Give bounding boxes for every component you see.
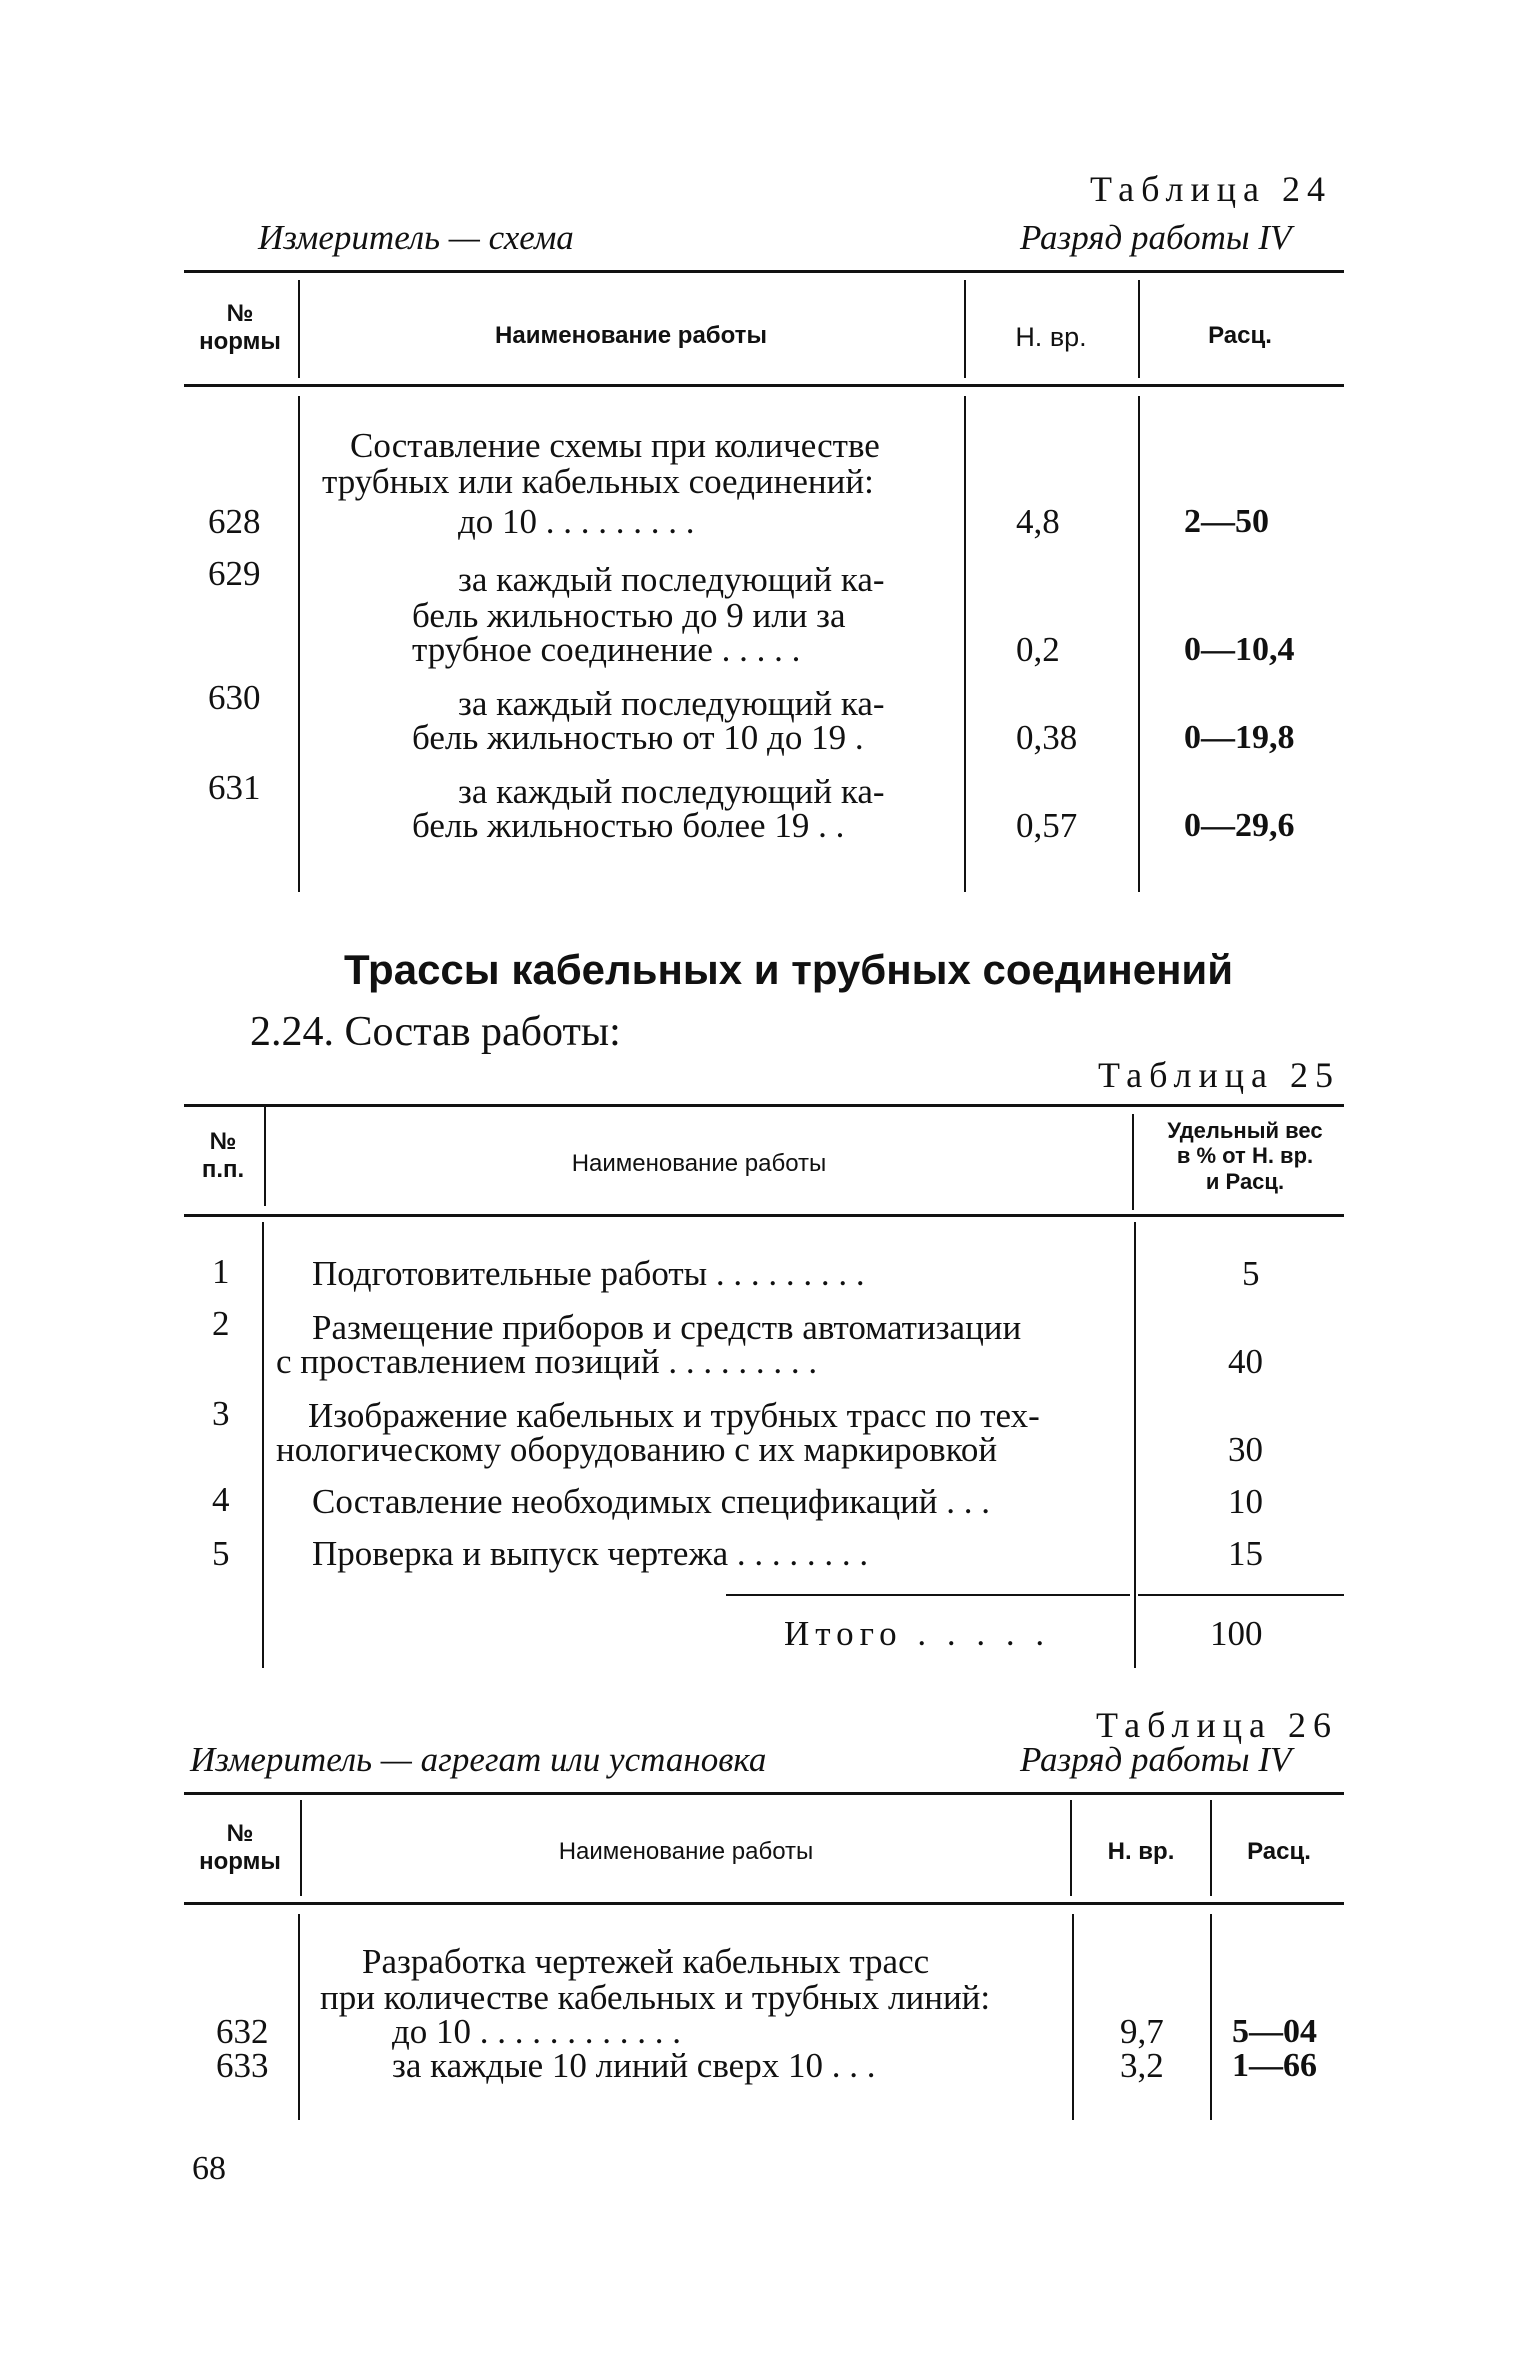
table-25-row-1-share: 5 — [1242, 1254, 1260, 1293]
t25-hdr-sep-1 — [264, 1106, 266, 1206]
table-24-row-629-time: 0,2 — [1016, 630, 1060, 669]
table-25-total-label: Итого . . . . . — [784, 1614, 1051, 1653]
t25-body-sep-2 — [1134, 1222, 1136, 1668]
table-26-caption: Таблица 26 — [1096, 1705, 1338, 1745]
section-heading: Трассы кабельных и трубных соединений — [344, 946, 1234, 993]
t26-hdr-sep-2 — [1070, 1800, 1072, 1896]
table-26-row-632-time: 9,7 — [1120, 2012, 1164, 2051]
table-26-header-name: Наименование работы — [558, 1838, 814, 1865]
table-24-row-630-time: 0,38 — [1016, 718, 1078, 757]
table-24-header-name: Наименование работы — [495, 322, 767, 349]
table-24-measure: Измеритель — схема — [258, 218, 574, 257]
table-26-header-num: № нормы — [199, 1820, 281, 1875]
table-26-row-632-text: до 10 . . . . . . . . . . . . — [392, 2012, 682, 2051]
table-24-row-631-text-1: за каждый последующий ка- — [458, 772, 885, 811]
table-26-grade: Разряд работы IV — [1020, 1740, 1292, 1779]
table-25-row-3-num: 3 — [212, 1394, 230, 1433]
table-24-row-631-num: 631 — [208, 768, 261, 807]
t26-body-sep-1 — [298, 1914, 300, 2120]
table-24-row-628-num: 628 — [208, 502, 261, 541]
table-26-top-rule — [184, 1792, 1344, 1795]
table-24-row-629-text-2: бель жильностью до 9 или за — [412, 596, 846, 635]
table-25-row-3-text-2: нологическому оборудованию с их маркировкой — [276, 1430, 998, 1469]
table-24-row-628-text: до 10 . . . . . . . . . — [458, 502, 695, 541]
table-25-row-4-text: Составление необходимых спецификаций . . . — [312, 1482, 991, 1521]
table-24-row-630-num: 630 — [208, 678, 261, 717]
table-24-row-629-rate: 0—10,4 — [1184, 631, 1295, 668]
table-24-row-630-text-1: за каждый последующий ка- — [458, 684, 885, 723]
table-25-row-3-share: 30 — [1228, 1430, 1263, 1469]
table-25-row-3-text-1: Изображение кабельных и трубных трасс по тех- — [308, 1396, 1040, 1435]
table-25-row-2-share: 40 — [1228, 1342, 1263, 1381]
table-26-row-633-num: 633 — [216, 2046, 269, 2085]
table-24-row-631-time: 0,57 — [1016, 806, 1078, 845]
table-24-intro-2: трубных или кабельных соединений: — [322, 462, 874, 501]
table-26-row-633-text: за каждые 10 линий сверх 10 . . . — [392, 2046, 876, 2085]
table-25-header-num: № п.п. — [201, 1128, 245, 1183]
table-24-row-629-num: 629 — [208, 554, 261, 593]
table-26-header-time: Н. вр. — [1107, 1838, 1175, 1865]
table-26-header-rate: Расц. — [1247, 1838, 1311, 1865]
table-25-caption: Таблица 25 — [1098, 1055, 1340, 1095]
table-24-row-629-text-3: трубное соединение . . . . . — [412, 630, 801, 669]
table-26-row-632-num: 632 — [216, 2012, 269, 2051]
table-24-row-631-text-2: бель жильностью более 19 . . — [412, 806, 845, 845]
table-26-row-632-rate: 5—04 — [1232, 2013, 1317, 2050]
table-25-header-name: Наименование работы — [571, 1150, 827, 1177]
table-24-intro-1: Составление схемы при количестве — [350, 426, 880, 465]
t24-body-sep-1 — [298, 396, 300, 892]
table-24-caption: Таблица 24 — [1090, 169, 1332, 209]
table-26-row-633-time: 3,2 — [1120, 2046, 1164, 2085]
table-25-total-rule-left — [726, 1594, 1130, 1596]
table-24-header-rule — [184, 384, 1344, 387]
table-24-header-num: № нормы — [199, 300, 281, 355]
table-24-header-time: Н. вр. — [1015, 322, 1087, 352]
t26-hdr-sep-1 — [300, 1800, 302, 1896]
t26-body-sep-3 — [1210, 1914, 1212, 2120]
table-24-grade: Разряд работы IV — [1020, 218, 1292, 257]
table-25-top-rule — [184, 1104, 1344, 1107]
table-24-header-rate: Расц. — [1208, 322, 1272, 349]
table-25-row-2-num: 2 — [212, 1304, 230, 1343]
table-25-row-1-text: Подготовительные работы . . . . . . . . . — [312, 1254, 865, 1293]
table-24-top-rule — [184, 270, 1344, 273]
table-25-row-2-text-1: Размещение приборов и средств автоматизации — [312, 1308, 1022, 1347]
table-24-row-628-time: 4,8 — [1016, 502, 1060, 541]
table-26-intro-1: Разработка чертежей кабельных трасс — [362, 1942, 930, 1981]
table-25-row-4-share: 10 — [1228, 1482, 1263, 1521]
table-25-row-5-text: Проверка и выпуск чертежа . . . . . . . . — [312, 1534, 869, 1573]
table-24-row-631-rate: 0—29,6 — [1184, 807, 1295, 844]
t24-body-sep-3 — [1138, 396, 1140, 892]
t26-hdr-sep-3 — [1210, 1800, 1212, 1896]
table-26-row-633-rate: 1—66 — [1232, 2047, 1317, 2084]
table-25-row-1-num: 1 — [212, 1252, 230, 1291]
table-25-total-value: 100 — [1210, 1614, 1263, 1653]
table-25-header-rule — [184, 1214, 1344, 1217]
table-24-row-629-text-1: за каждый последующий ка- — [458, 560, 885, 599]
t25-body-sep-1 — [262, 1222, 264, 1668]
table-25-total-rule-right — [1138, 1594, 1344, 1596]
table-26-measure: Измеритель — агрегат или установка — [190, 1740, 767, 1779]
table-25-row-2-text-2: с проставлением позиций . . . . . . . . . — [276, 1342, 818, 1381]
table-24-row-628-rate: 2—50 — [1184, 503, 1269, 540]
table-24-row-630-text-2: бель жильностью от 10 до 19 . — [412, 718, 864, 757]
table-25-row-5-num: 5 — [212, 1534, 230, 1573]
page-number: 68 — [192, 2150, 226, 2187]
section-subheading: 2.24. Состав работы: — [250, 1009, 621, 1055]
table-24-row-630-rate: 0—19,8 — [1184, 719, 1295, 756]
table-26-header-rule — [184, 1902, 1344, 1905]
table-25-row-5-share: 15 — [1228, 1534, 1263, 1573]
t24-body-sep-2 — [964, 396, 966, 892]
table-26-intro-2: при количестве кабельных и трубных линий: — [320, 1978, 991, 2017]
table-25-row-4-num: 4 — [212, 1480, 230, 1519]
t26-body-sep-2 — [1072, 1914, 1074, 2120]
table-25-header-share: Удельный вес в % от Н. вр. и Расц. — [1167, 1118, 1323, 1194]
